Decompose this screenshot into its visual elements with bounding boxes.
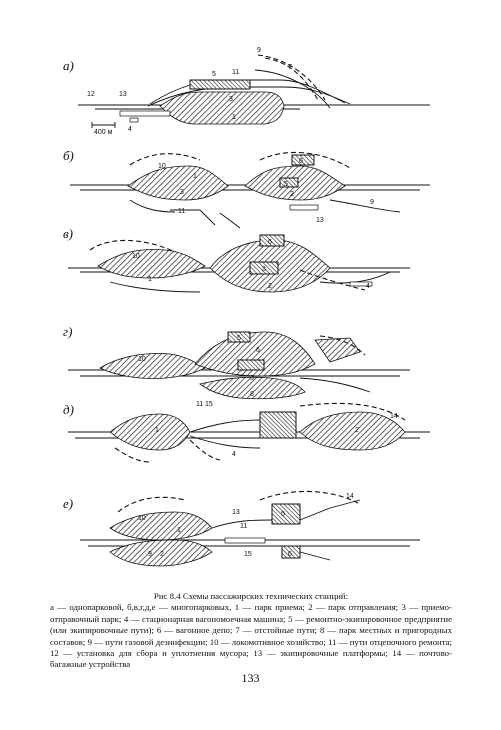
label-6: 6 xyxy=(288,551,292,558)
label-5: 5 xyxy=(284,181,288,188)
label-9: 9 xyxy=(370,199,374,206)
label-13: 13 xyxy=(316,217,324,224)
panel-g xyxy=(63,324,410,399)
repair-depot-5 xyxy=(190,80,250,89)
label-11: 11 xyxy=(240,523,248,530)
label-4: 4 xyxy=(128,126,132,133)
label-15: 15 xyxy=(244,551,252,558)
label-10: 10 xyxy=(138,356,146,363)
panel-d xyxy=(63,401,430,462)
label-5: 5 xyxy=(212,71,216,78)
panel-v xyxy=(63,226,410,292)
label-2: 2 xyxy=(290,191,294,198)
label-4: 4 xyxy=(232,451,236,458)
label-1: 1 xyxy=(148,276,152,283)
figure-caption xyxy=(50,591,452,671)
label-2: 2 xyxy=(355,427,359,434)
panel-b xyxy=(63,148,430,228)
label-1: 1 xyxy=(177,527,181,534)
label-9: 9 xyxy=(257,47,261,54)
label-6: 6 xyxy=(299,158,303,165)
label-8: 8 xyxy=(250,391,254,398)
park-3 xyxy=(160,92,284,124)
label-14: 14 xyxy=(390,413,398,420)
label-3: 3 xyxy=(229,96,233,103)
panel-v-letter: в) xyxy=(63,226,73,241)
label-6: 6 xyxy=(256,347,260,354)
label-4: 4 xyxy=(366,283,370,290)
label-10: 10 xyxy=(158,163,166,170)
label-11: 11 xyxy=(178,208,186,215)
panel-d-letter: д) xyxy=(63,402,74,417)
label-13: 13 xyxy=(119,91,127,98)
label-11: 11 xyxy=(232,69,240,76)
label-6: 6 xyxy=(268,239,272,246)
label-2: 2 xyxy=(268,283,272,290)
caption-title: Рис 8.4 Схемы пассажирских технических станций: xyxy=(153,591,349,601)
label-1: 1 xyxy=(193,173,197,180)
label-1: 1 xyxy=(232,114,236,121)
label-5: 5 xyxy=(237,335,241,342)
label-10: 10 xyxy=(138,515,146,522)
label-9: 9 xyxy=(148,551,152,558)
panel-b-letter: б) xyxy=(63,148,74,163)
scale-bar-label: 400 м xyxy=(94,129,113,136)
label-2: 2 xyxy=(160,551,164,558)
label-14: 14 xyxy=(346,493,354,500)
label-1: 1 xyxy=(155,427,159,434)
label-3: 3 xyxy=(180,189,184,196)
label-12: 12 xyxy=(87,91,95,98)
panel-a xyxy=(63,47,430,136)
label-7: 7 xyxy=(288,64,292,71)
label-10: 10 xyxy=(132,253,140,260)
panel-a-letter: а) xyxy=(63,58,74,73)
page-number: 133 xyxy=(241,671,260,685)
label-13: 13 xyxy=(232,509,240,516)
caption-body: а — однопарковой, б,в,г,д,е — многопарковых, 1 — парк приема; 2 — парк отправления; 3 — приемо-отправочный парк; 4 — стационарная вагономоечная машина; 5 — ремонтно-экипировочное предприятие (или экипировочные пути); 6 — вагонное депо; 7 — отстойные пути; 8 — парк местных и пригородных составов; 9 — пути газовой дезинфекции; 10 — локомотивное хозяйство; 11 — пути отцепочного ремонта; 12 — установка для сбора и уплотнения мусора; 13 — экипировочные платформы; 14 — почтово-багажные устройства xyxy=(50,602,452,670)
label-3: 3 xyxy=(250,375,254,382)
panel-e xyxy=(63,491,420,566)
label-5: 5 xyxy=(281,511,285,518)
panel-e-letter: е) xyxy=(63,496,74,511)
label-3: 3 xyxy=(262,266,266,273)
label-11: 11 xyxy=(196,401,204,408)
label-15: 15 xyxy=(205,401,213,408)
panel-g-letter: г) xyxy=(63,324,73,339)
